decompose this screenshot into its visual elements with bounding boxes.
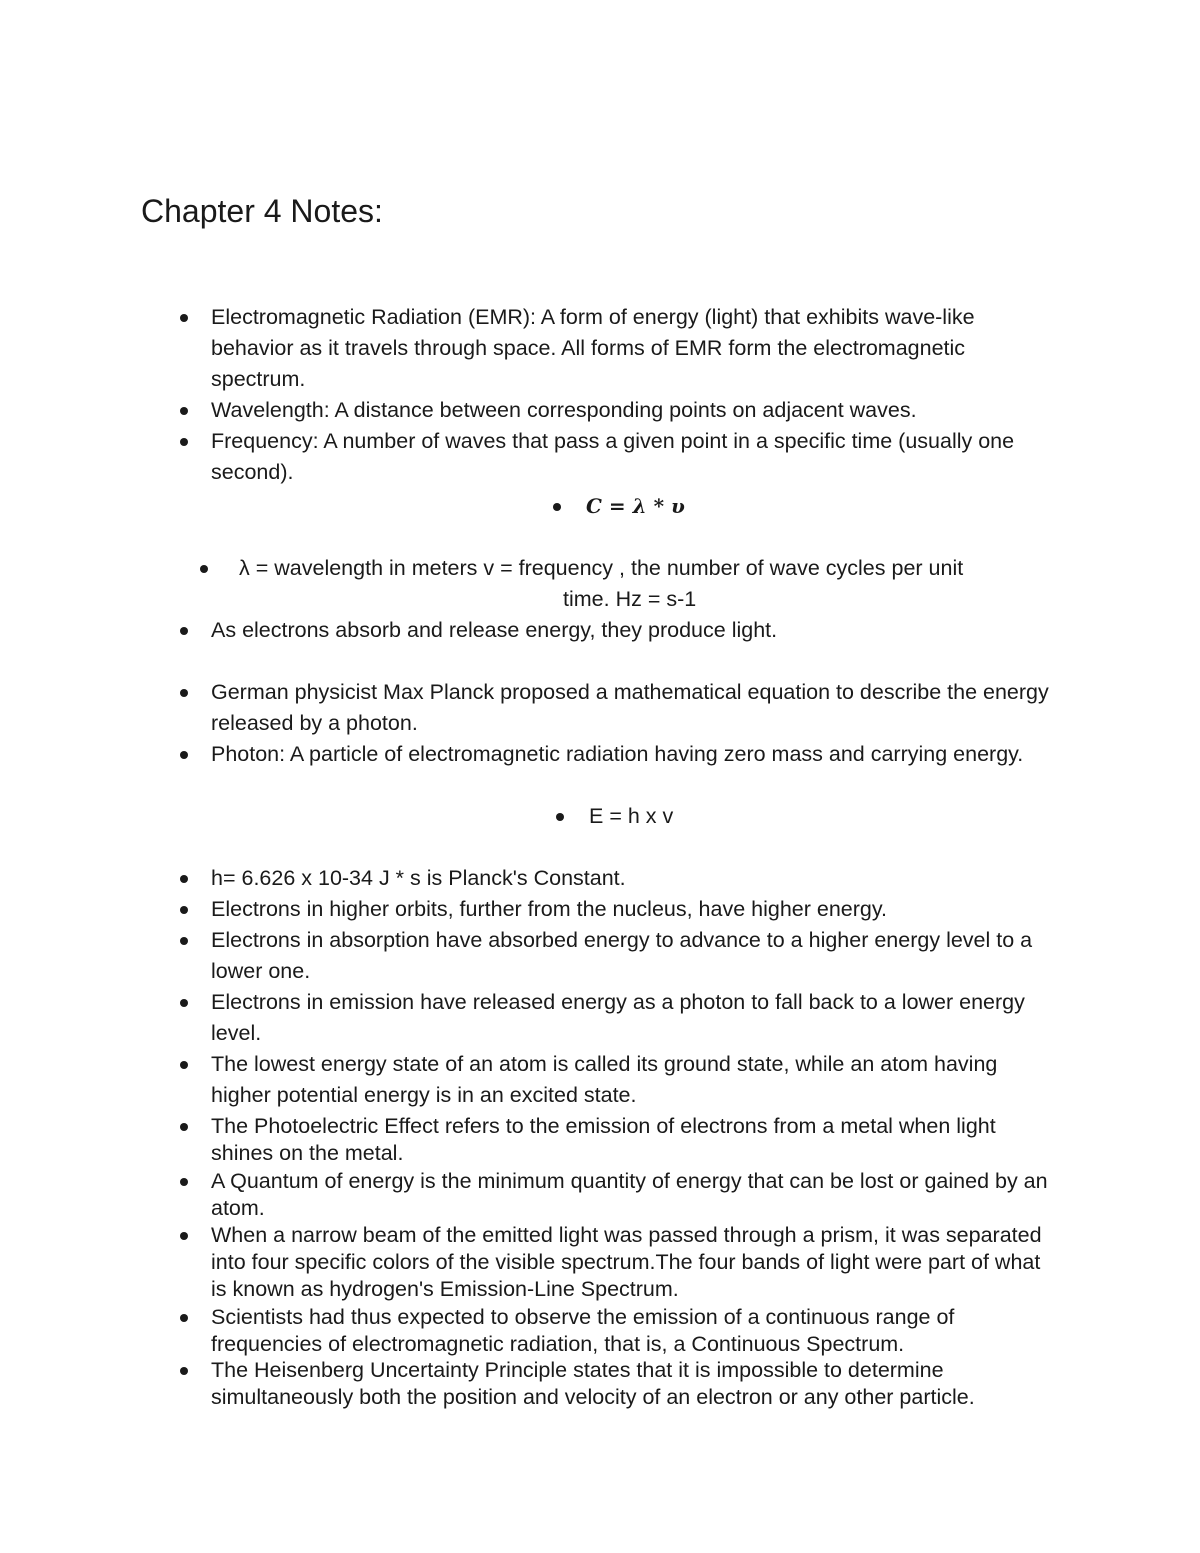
bullet-icon [180,1367,188,1375]
list-item-wavelength: Wavelength: A distance between corresponding points on adjacent waves. [211,398,917,422]
lambda-definition-line-2: time. Hz = s-1 [563,587,697,611]
bullet-icon [180,937,188,945]
bullet-icon [180,875,188,883]
list-item-continuous-spectrum: Scientists had thus expected to observe the emission of a continuous range of frequencies of electromagnetic radiation, that is, a Continuous Spectrum. [211,1305,955,1356]
list-item-planck-constant: h= 6.626 x 10-34 J * s is Planck's Constant. [211,866,626,890]
bullet-icon [180,689,188,697]
list-item-quantum: A Quantum of energy is the minimum quantity of energy that can be lost or gained by an atom. [211,1169,1048,1220]
bullet-icon [553,503,561,511]
list-item-emission: Electrons in emission have released energy as a photon to fall back to a lower energy level. [211,990,1025,1045]
page-title: Chapter 4 Notes: [141,193,383,229]
list-item-absorb-release: As electrons absorb and release energy, they produce light. [211,618,778,642]
formula-speed-of-light: C = λ * υ [586,494,685,518]
bullet-icon [180,627,188,635]
list-item-frequency: Frequency: A number of waves that pass a given point in a specific time (usually one second). [211,429,1015,484]
list-item-absorption: Electrons in absorption have absorbed energy to advance to a higher energy level to a lower one. [211,928,1033,983]
lambda-definition-line-1: λ = wavelength in meters v = frequency , the number of wave cycles per unit [239,556,964,580]
bullet-icon [180,999,188,1007]
list-item-photon: Photon: A particle of electromagnetic radiation having zero mass and carrying energy. [211,742,1024,766]
formula-photon-energy: E = h x v [589,804,674,828]
bullet-icon [180,1061,188,1069]
list-item-higher-orbits: Electrons in higher orbits, further from the nucleus, have higher energy. [211,897,888,921]
bullet-icon [180,314,188,322]
list-item-planck: German physicist Max Planck proposed a mathematical equation to describe the energy released by a photon. [211,680,1049,735]
bullet-icon [180,1314,188,1322]
bullet-icon [180,751,188,759]
bullet-icon [200,565,208,573]
bullet-icon [180,438,188,446]
list-item-emission-line-spectrum: When a narrow beam of the emitted light was passed through a prism, it was separated into four specific colors of the visible spectrum.The four bands of light were part of what is known as hydrogen's Emission-Line Spectrum. [211,1223,1042,1301]
list-item-photoelectric-effect: The Photoelectric Effect refers to the emission of electrons from a metal when light shines on the metal. [211,1114,996,1165]
list-item-emr: Electromagnetic Radiation (EMR): A form of energy (light) that exhibits wave-like behavior as it travels through space. All forms of EMR form the electromagnetic spectrum. [211,305,975,391]
bullet-icon [180,1178,188,1186]
list-item-ground-state: The lowest energy state of an atom is called its ground state, while an atom having higher potential energy is in an excited state. [211,1052,998,1107]
bullet-icon [180,906,188,914]
bullet-icon [180,407,188,415]
bullet-icon [180,1232,188,1240]
bullet-icon [180,1123,188,1131]
list-item-heisenberg: The Heisenberg Uncertainty Principle states that it is impossible to determine simultaneously both the position and velocity of an electron or any other particle. [211,1358,975,1409]
bullet-icon [556,813,564,821]
